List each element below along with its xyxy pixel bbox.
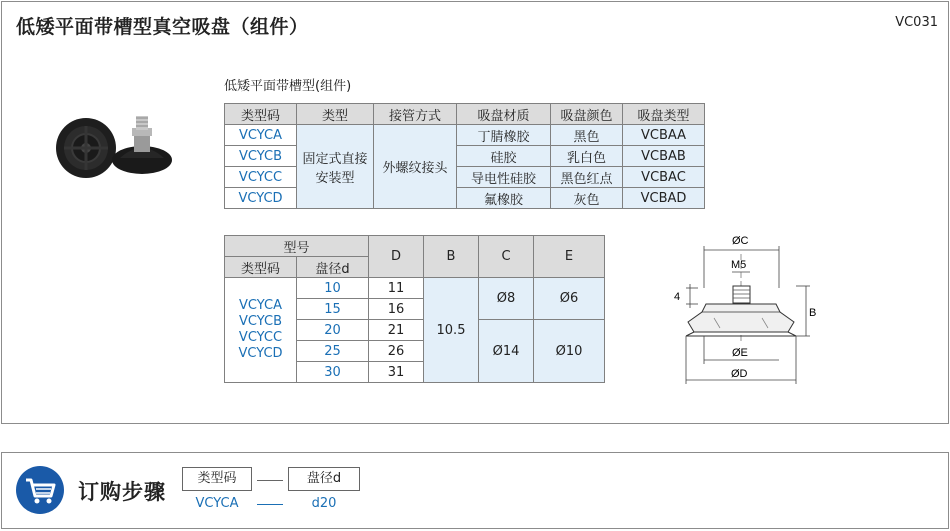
header-C: C xyxy=(479,236,534,278)
header-suction-type: 吸盘类型 xyxy=(623,104,705,125)
product-photo xyxy=(50,108,180,188)
header-E: E xyxy=(534,236,605,278)
header-model: 型号 xyxy=(225,236,369,257)
header-D: D xyxy=(369,236,424,278)
step-connector xyxy=(257,480,283,481)
label-D: ØD xyxy=(731,368,748,380)
D-cell: 11 xyxy=(369,278,424,299)
step-value-connector xyxy=(257,504,283,505)
diameter-cell[interactable]: 10 xyxy=(297,278,369,299)
label-E: ØE xyxy=(732,347,748,359)
connection-cell: 外螺纹接头 xyxy=(374,125,457,209)
table-row xyxy=(225,278,605,299)
header-type: 类型 xyxy=(297,104,374,125)
diameter-cell[interactable]: 25 xyxy=(297,341,369,362)
suction-type-cell: VCBAA xyxy=(623,125,705,146)
label-B: B xyxy=(809,307,817,319)
E-cell: Ø10 xyxy=(534,320,605,383)
diameter-cell[interactable]: 30 xyxy=(297,362,369,383)
color-cell: 黑色红点 xyxy=(551,167,623,188)
table-row xyxy=(225,125,705,146)
B-cell: 10.5 xyxy=(424,278,479,383)
type-label: 固定式直接安装型 xyxy=(302,151,368,186)
label-C: ØC xyxy=(732,235,749,247)
suction-type-cell: VCBAC xyxy=(623,167,705,188)
header-type-code: 类型码 xyxy=(225,104,297,125)
material-cell: 导电性硅胶 xyxy=(457,167,551,188)
type-cell xyxy=(297,125,374,209)
type-code-cell[interactable]: VCYCA xyxy=(225,125,297,146)
step-diameter-box: 盘径d xyxy=(288,467,360,491)
table-header-row xyxy=(225,104,705,125)
suction-type-cell: VCBAB xyxy=(623,146,705,167)
step-type-code-value[interactable]: VCYCA xyxy=(195,496,239,511)
type-code[interactable]: VCYCA xyxy=(239,298,282,313)
header-material: 吸盘材质 xyxy=(457,104,551,125)
label-4: 4 xyxy=(674,291,681,303)
type-code[interactable]: VCYCD xyxy=(238,346,283,361)
material-cell: 氟橡胶 xyxy=(457,188,551,209)
type-table xyxy=(224,103,705,209)
C-cell: Ø14 xyxy=(479,320,534,383)
step-type-code-box: 类型码 xyxy=(182,467,252,491)
subtitle: 低矮平面带槽型(组件) xyxy=(224,79,352,94)
color-cell: 灰色 xyxy=(551,188,623,209)
header-B: B xyxy=(424,236,479,278)
color-cell: 乳白色 xyxy=(551,146,623,167)
type-code[interactable]: VCYCC xyxy=(238,330,283,345)
product-code: VC031 xyxy=(895,15,938,30)
suction-type-cell: VCBAD xyxy=(623,188,705,209)
D-cell: 16 xyxy=(369,299,424,320)
diameter-cell[interactable]: 15 xyxy=(297,299,369,320)
D-cell: 21 xyxy=(369,320,424,341)
header-type-code: 类型码 xyxy=(225,257,297,278)
step-diameter-value[interactable]: d20 xyxy=(311,496,337,511)
C-cell: Ø8 xyxy=(479,278,534,320)
D-cell: 26 xyxy=(369,341,424,362)
type-code-cell[interactable]: VCYCD xyxy=(225,188,297,209)
table-header-row xyxy=(225,236,605,257)
type-code-list[interactable] xyxy=(225,278,297,383)
type-code-cell[interactable]: VCYCC xyxy=(225,167,297,188)
header-diameter: 盘径d xyxy=(297,257,369,278)
D-cell: 31 xyxy=(369,362,424,383)
type-code-cell[interactable]: VCYCB xyxy=(225,146,297,167)
dimension-table xyxy=(224,235,605,383)
order-steps-panel xyxy=(1,452,949,529)
page-title: 低矮平面带槽型真空吸盘（组件） xyxy=(16,16,309,38)
material-cell: 丁腈橡胶 xyxy=(457,125,551,146)
label-M5: M5 xyxy=(731,259,747,271)
header-connection: 接管方式 xyxy=(374,104,457,125)
dimension-drawing xyxy=(668,232,818,392)
header-color: 吸盘颜色 xyxy=(551,104,623,125)
order-title: 订购步骤 xyxy=(78,480,166,504)
cart-icon xyxy=(16,466,64,514)
type-code[interactable]: VCYCB xyxy=(239,314,282,329)
E-cell: Ø6 xyxy=(534,278,605,320)
material-cell: 硅胶 xyxy=(457,146,551,167)
diameter-cell[interactable]: 20 xyxy=(297,320,369,341)
color-cell: 黑色 xyxy=(551,125,623,146)
